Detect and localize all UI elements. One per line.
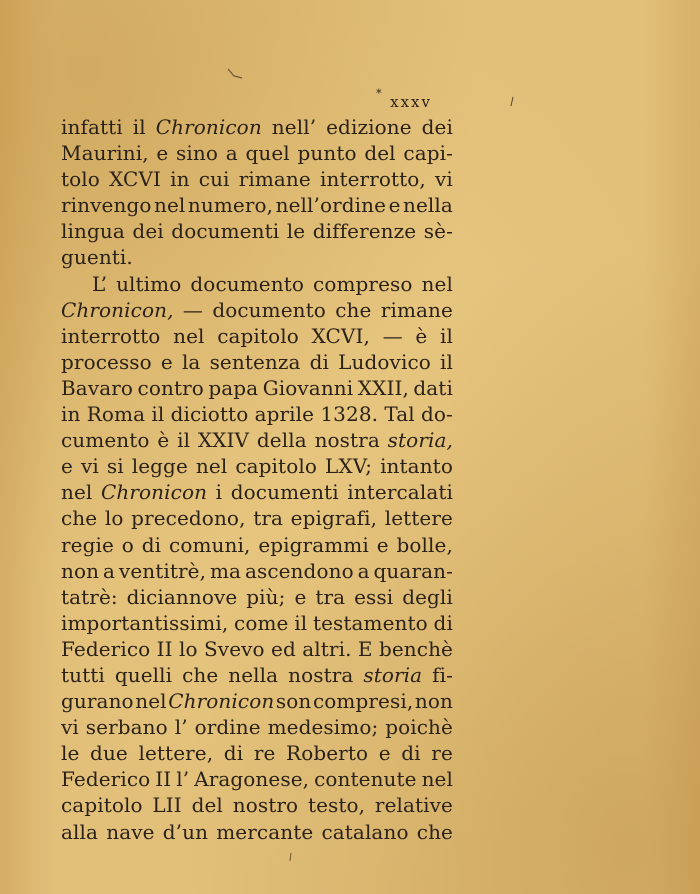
word: XCVI, (311, 323, 370, 348)
text-line (61, 140, 453, 166)
word: comuni, (169, 532, 251, 557)
word: tra (253, 506, 284, 531)
word: contenute (314, 767, 417, 792)
word: degli (402, 584, 453, 609)
word: Ludovico (338, 349, 431, 374)
word: nel (153, 193, 186, 218)
word: guenti. (61, 245, 133, 270)
word: sè- (423, 219, 453, 244)
word: rimane (380, 297, 453, 322)
word: Giovanni (262, 375, 354, 400)
word: quaran- (373, 558, 453, 583)
word: dei (421, 115, 453, 139)
word: la (181, 349, 201, 374)
word: ordine (194, 715, 261, 740)
word: L’ (92, 271, 108, 296)
word: documento (190, 271, 304, 296)
word: nel (135, 689, 167, 714)
word: a (225, 141, 238, 166)
word: ultimo (116, 271, 182, 296)
word: vi (435, 167, 453, 192)
italic-word: Chronicon, (61, 297, 174, 322)
text-line (61, 714, 453, 740)
text-line (61, 218, 453, 244)
word: il (151, 402, 165, 427)
text-line (61, 114, 453, 140)
word: tutti (61, 662, 105, 687)
page-number (376, 87, 432, 111)
word: o (121, 532, 134, 557)
word: 1328. (320, 402, 379, 427)
word: aprile (254, 402, 315, 427)
word: serbano (85, 715, 168, 740)
word: Bavaro (61, 375, 134, 400)
word: come (234, 610, 289, 635)
word: ascendono (244, 558, 354, 583)
bottom-tick-mark (288, 852, 294, 864)
word: numero, (187, 193, 274, 218)
word: LXV; (324, 454, 373, 479)
italic-word: storia, (387, 428, 453, 453)
word: poichè (385, 715, 453, 740)
text-line (61, 636, 453, 662)
word: bolle, (396, 532, 453, 557)
word: — (182, 297, 203, 322)
word: più; (246, 584, 286, 609)
word: XXII, (357, 375, 409, 400)
text-line (61, 740, 453, 766)
word: re (253, 741, 276, 766)
word: precedono, (131, 506, 246, 531)
text-line (61, 662, 453, 688)
text-line (61, 453, 453, 479)
word: i (215, 480, 223, 505)
word: nell’ (271, 115, 317, 139)
italic-word: Chronicon (101, 480, 208, 505)
word: ventitrè, (118, 558, 207, 583)
word: sentenza (209, 349, 301, 374)
word: e (160, 349, 173, 374)
word: documenti (230, 480, 339, 505)
word: il (439, 323, 453, 348)
word: dati (413, 375, 453, 400)
word: benchè (378, 636, 453, 661)
word: gurano (61, 689, 134, 714)
word: XXIV (197, 428, 250, 453)
word: importantissimi, (61, 610, 229, 635)
page-number-text: xxxv (390, 93, 432, 111)
word: l’ (176, 767, 190, 792)
word: documento (212, 297, 326, 322)
text-line (61, 166, 453, 192)
word: Roma (86, 402, 146, 427)
word: e (61, 454, 73, 479)
text-line (61, 505, 453, 531)
word: differenze (312, 219, 417, 244)
word: capitolo (61, 793, 143, 818)
word: II (156, 636, 173, 661)
word: nostro (232, 793, 299, 818)
word: a (103, 558, 116, 583)
italic-word: Chronicon (155, 115, 262, 139)
italic-word: Chronicon (168, 689, 275, 714)
word: sino (176, 141, 219, 166)
word: nave (106, 819, 155, 844)
word: in (170, 167, 190, 192)
word: do- (421, 402, 453, 427)
word: fi- (432, 662, 453, 687)
word: contro (137, 375, 204, 400)
pencil-mark (226, 66, 244, 80)
margin-tick-mark (509, 96, 515, 108)
word: vi (61, 715, 79, 740)
word: relative (374, 793, 453, 818)
word: lingua (61, 219, 125, 244)
word: il (294, 610, 308, 635)
word: due (90, 741, 128, 766)
word: tolo (61, 167, 100, 192)
word: è (415, 323, 428, 348)
word: testamento (312, 610, 428, 635)
word: E (357, 636, 373, 661)
word: processo (61, 349, 152, 374)
word: il (132, 115, 146, 139)
word: ed (271, 636, 296, 661)
word: che (182, 662, 219, 687)
text-line (61, 610, 453, 636)
word: dei (132, 219, 164, 244)
word: lo (104, 506, 124, 531)
word: edizione (326, 115, 412, 139)
word: di (401, 741, 421, 766)
word: il (177, 428, 191, 453)
text-line (61, 192, 453, 218)
text-line (61, 792, 453, 818)
word: compresi, (312, 689, 414, 714)
word: d’un (162, 819, 209, 844)
text-line (61, 401, 453, 427)
word: le (61, 741, 80, 766)
word: Svevo (204, 636, 265, 661)
word: quelli (114, 662, 173, 687)
word: medesimo; (267, 715, 379, 740)
word: vi (80, 454, 99, 479)
word: interrotto, (320, 167, 426, 192)
word: testo, (307, 793, 366, 818)
word: Roberto (286, 741, 369, 766)
word: documenti (171, 219, 280, 244)
word: nel (195, 454, 228, 479)
word: del (364, 141, 396, 166)
word: di (223, 741, 244, 766)
word: essi (354, 584, 394, 609)
text-line (61, 323, 453, 349)
word: nel (173, 323, 205, 348)
word: rinvengo (61, 193, 152, 218)
word: XCVI (109, 167, 161, 192)
text-line (61, 297, 453, 323)
word: interrotto (61, 323, 161, 348)
word: che (61, 506, 98, 531)
word: lettere, (138, 741, 214, 766)
word: di (309, 349, 330, 374)
word: punto (297, 141, 357, 166)
text-line (61, 427, 453, 453)
word: che (335, 297, 372, 322)
text-line (61, 819, 453, 845)
word: Federico (61, 767, 151, 792)
word: nel (61, 480, 93, 505)
word: a (357, 558, 370, 583)
text-line (61, 532, 453, 558)
word: quel (245, 141, 290, 166)
word: cui (198, 167, 230, 192)
word: mercante (216, 819, 314, 844)
word: II (155, 767, 172, 792)
word: rimane (238, 167, 311, 192)
word: compreso (313, 271, 413, 296)
text-line (61, 244, 453, 270)
text-line (61, 558, 453, 584)
text-line (61, 349, 453, 375)
word: papa (208, 375, 259, 400)
word: epigrammi (258, 532, 369, 557)
word: intercalati (347, 480, 453, 505)
word: lo (179, 636, 198, 661)
word: nel (421, 271, 453, 296)
word: Tal (384, 402, 415, 427)
asterisk-mark: * (376, 87, 384, 100)
word: e (376, 532, 389, 557)
word: e (388, 193, 401, 218)
word: regie (61, 532, 114, 557)
word: catalano (321, 819, 409, 844)
text-line (61, 688, 453, 714)
word: re (431, 741, 453, 766)
word: nostra (288, 662, 354, 687)
word: capi- (403, 141, 453, 166)
word: nella (403, 193, 453, 218)
word: tra (315, 584, 346, 609)
word: Aragonese, (194, 767, 310, 792)
body-text (61, 114, 453, 845)
text-line (61, 766, 453, 792)
word: nel (421, 767, 453, 792)
word: cumento (61, 428, 150, 453)
word: in (61, 402, 81, 427)
word: e (156, 141, 169, 166)
text-line (61, 584, 453, 610)
word: che (416, 819, 453, 844)
word: epigrafi, (290, 506, 378, 531)
word: capitolo (217, 323, 299, 348)
word: capitolo (235, 454, 317, 479)
word: le (286, 219, 306, 244)
word: è (157, 428, 170, 453)
word: lettere (384, 506, 453, 531)
word: — (382, 323, 403, 348)
word: non (61, 558, 100, 583)
word: Maurini, (61, 141, 149, 166)
word: son (275, 689, 312, 714)
word: del (191, 793, 223, 818)
word: LII (152, 793, 182, 818)
word: l’ (174, 715, 188, 740)
word: nell’ordine (275, 193, 387, 218)
text-line (61, 271, 453, 297)
word: di (141, 532, 162, 557)
word: si (106, 454, 124, 479)
word: e (294, 584, 307, 609)
word: diciannove (126, 584, 238, 609)
text-line (61, 375, 453, 401)
word: della (256, 428, 307, 453)
word: alla (61, 819, 99, 844)
word: legge (131, 454, 188, 479)
word: il (440, 349, 453, 374)
text-line (61, 479, 453, 505)
word: nostra (314, 428, 380, 453)
word: intanto (380, 454, 453, 479)
word: altri. (302, 636, 352, 661)
word: ma (209, 558, 242, 583)
word: di (433, 610, 453, 635)
word: Federico (61, 636, 151, 661)
italic-word: storia (363, 662, 423, 687)
word: tatrè: (61, 584, 118, 609)
word: infatti (61, 115, 123, 139)
word: diciotto (170, 402, 249, 427)
word: non (414, 689, 453, 714)
word: e (378, 741, 391, 766)
word: nella (228, 662, 279, 687)
